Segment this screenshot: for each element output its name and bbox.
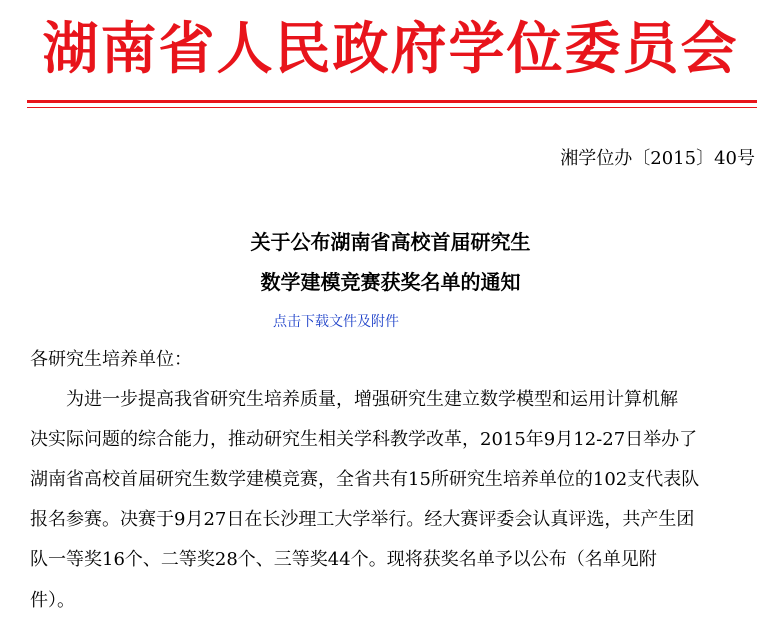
body-paragraph-line: 决实际问题的综合能力，推动研究生相关学科教学改革，2015年9月12-27日举办了 bbox=[30, 429, 698, 450]
document-title-line-2: 数学建模竞赛获奖名单的通知 bbox=[260, 270, 521, 294]
organization-header: 湖南省人民政府学位委员会 bbox=[42, 17, 739, 82]
document-title-line-1: 关于公布湖南省高校首届研究生 bbox=[250, 230, 531, 254]
body-paragraph-line: 队一等奖16个、二等奖28个、三等奖44个。现将获奖名单予以公布（名单见附 bbox=[30, 549, 657, 570]
body-paragraph-line: 报名参赛。决赛于9月27日在长沙理工大学举行。经大赛评委会认真评选，共产生团 bbox=[30, 509, 695, 530]
body-paragraph-line: 件）。 bbox=[30, 590, 75, 611]
body-paragraph-line: 湖南省高校首届研究生数学建模竞赛，全省共有15所研究生培养单位的102支代表队 bbox=[30, 469, 700, 490]
header-rule-thin bbox=[27, 107, 757, 108]
header-rule-thick bbox=[27, 100, 757, 103]
salutation: 各研究生培养单位： bbox=[30, 349, 192, 370]
download-attachments-link[interactable]: 点击下载文件及附件 bbox=[273, 314, 399, 330]
document-number: 湘学位办〔2015〕40号 bbox=[560, 148, 755, 169]
body-paragraph-line: 为进一步提高我省研究生培养质量，增强研究生建立数学模型和运用计算机解 bbox=[66, 389, 678, 410]
